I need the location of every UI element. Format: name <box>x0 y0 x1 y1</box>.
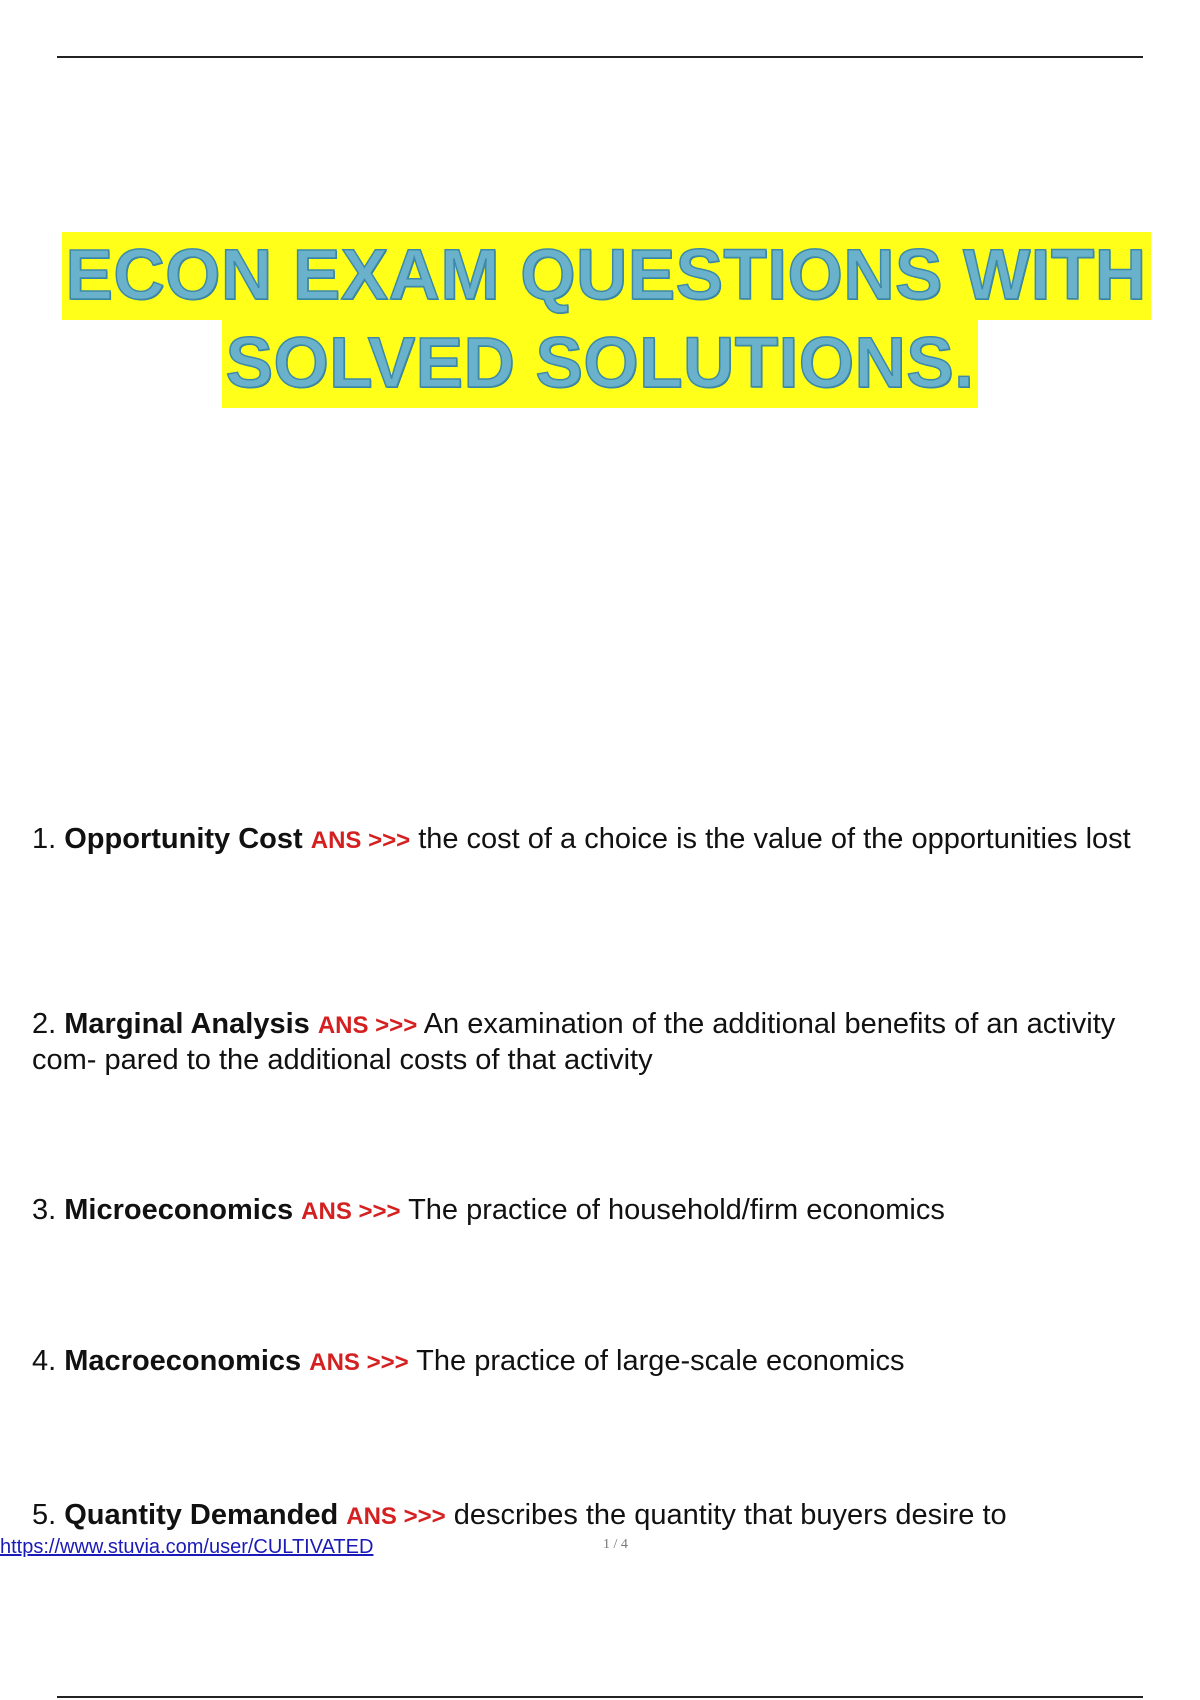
item-answer: The practice of large-scale economics <box>416 1345 905 1377</box>
item-answer: describes the quantity that buyers desire to <box>453 1499 1007 1531</box>
ans-marker: ANS >>> <box>317 1012 418 1039</box>
question-item-4 <box>32 1344 1182 1380</box>
top-rule <box>57 56 1143 58</box>
item-number: 2. <box>32 1008 57 1040</box>
ans-marker: ANS >>> <box>309 1349 409 1376</box>
title-line-2: SOLVED SOLUTIONS. <box>222 320 979 408</box>
item-term: Quantity Demanded <box>64 1499 339 1531</box>
item-number: 1. <box>32 823 57 855</box>
ans-marker: ANS >>> <box>301 1198 401 1225</box>
item-answer: An examination of the additional benefits of an activity com- pared to the additional costs of that activity <box>32 1008 1116 1076</box>
item-number: 4. <box>32 1345 57 1377</box>
question-item-1 <box>32 822 1200 858</box>
item-answer: the cost of a choice is the value of the opportunities lost <box>418 823 1131 855</box>
question-item-3 <box>32 1193 1182 1229</box>
document-title <box>0 232 1200 408</box>
bottom-rule <box>57 1696 1143 1698</box>
item-term: Opportunity Cost <box>64 823 303 855</box>
item-number: 5. <box>32 1499 57 1531</box>
ans-marker: ANS >>> <box>346 1503 446 1530</box>
footer-link[interactable]: https://www.stuvia.com/user/CULTIVATED <box>0 1536 374 1558</box>
title-line-1: ECON EXAM QUESTIONS WITH <box>62 232 1151 320</box>
question-item-2 <box>32 1007 1182 1077</box>
item-term: Microeconomics <box>64 1194 294 1226</box>
page-number: 1 / 4 <box>603 1537 628 1552</box>
item-term: Macroeconomics <box>64 1345 302 1377</box>
question-item-5 <box>32 1498 1182 1534</box>
item-term: Marginal Analysis <box>64 1008 310 1040</box>
item-answer: The practice of household/firm economics <box>408 1194 945 1226</box>
item-number: 3. <box>32 1194 57 1226</box>
ans-marker: ANS >>> <box>310 827 411 854</box>
